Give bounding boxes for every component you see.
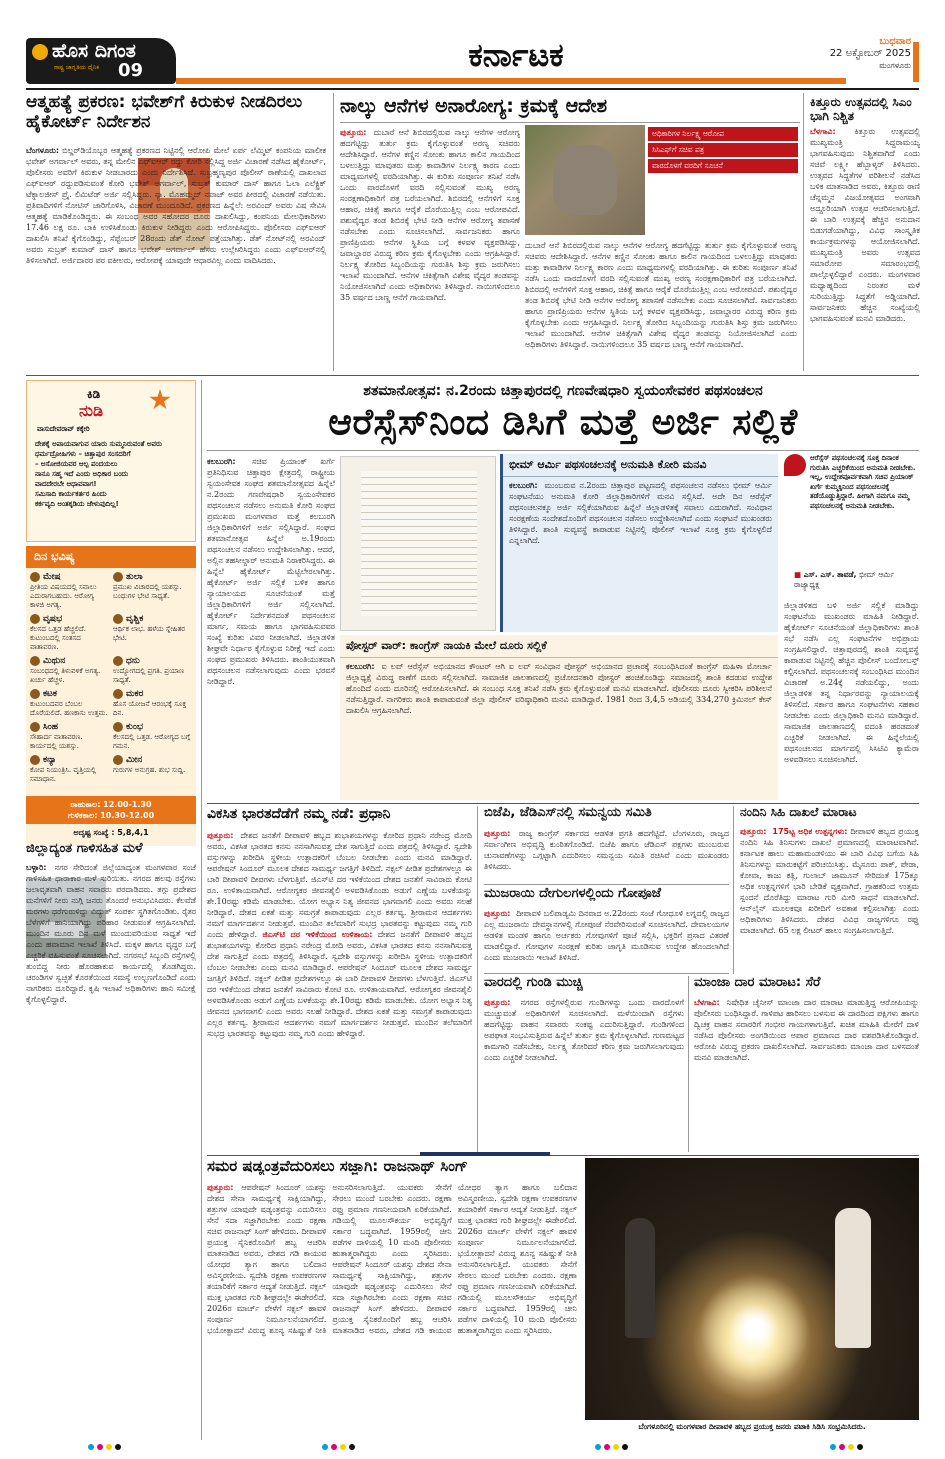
tag-item: ಸಿಸಿಎಫ್‌ಗೆ ಸಚಿವ ಪತ್ರ [648, 143, 798, 157]
bjp-headline[interactable]: ಬಿಜೆಪಿ, ಜೆಡಿಎಸ್‌ನಲ್ಲಿ ಸಮನ್ವಯ ಸಮಿತಿ [484, 805, 652, 820]
logo-tagline: ರಾಷ್ಟ್ರ ಜಾಗೃತಿಯ ದೈನಿಕ [54, 64, 100, 71]
kidi-line: ಸಮಿಸಾದಿ ಕಾರ್ಯಕರ್ತರ ಹಿಂದು [35, 490, 107, 498]
lead-cont-text: ಜಿಲ್ಲಾಡಳಿತದ ಬಳಿ ಅರ್ಜಿ ಸಲ್ಲಿಕೆ ಮಾಡಿದ್ದು ಸಂಘಟನೆಯ ಮುಖಂಡರು ಮಾಹಿತಿ ನೀಡಿದ್ದಾರೆ. ಹೈಕೋರ್ಟ್ ಸೂಚನೆಯಂತೆ ಜಿಲ್ಲಾಧಿಕಾರಿಗಳು ಶಾಂತಿ ಸಭೆ ನಡೆಸಿ ಎಲ್ಲ ಸಂಘಟನೆಗಳ ಅಭಿಪ್ರಾಯ ಸಂಗ್ರಹಿಸಲಿದ್ದಾರೆ. ಚಿತ್ತಾಪುರದಲ್ಲಿ ಶಾಂತಿ ಸುವ್ಯವಸ್ಥೆ ಕಾಪಾಡುವ ನಿಟ್ಟಿನಲ್ಲಿ ಹೆಚ್ಚಿನ ಪೊಲೀಸ್ ಬಂದೋಬಸ್ತ್ ಕಲ್ಪಿಸಲಾಗಿದೆ. ಪಥಸಂಚಲನಕ್ಕೆ ಸಂಬಂಧಿಸಿದ ಮುಂದಿನ ವಿಚಾರಣೆ ಅ.24ಕ್ಕೆ ನಡೆಯಲಿದ್ದು, ಅಂದು ಜಿಲ್ಲಾಡಳಿತ ತನ್ನ ನಿರ್ಧಾರವನ್ನು ನ್ಯಾಯಾಲಯಕ್ಕೆ ತಿಳಿಸಲಿದೆ. ಸರ್ಕಾರ ಹಾಗೂ ಸಂಘಟನೆಗಳು ಸಹಕಾರ ನೀಡಬೇಕು ಎಂದು ಜಿಲ್ಲಾಧಿಕಾರಿ ಮನವಿ ಮಾಡಿದ್ದಾರೆ. ಸಾಮಾಜಿಕ ಜಾಲತಾಣದಲ್ಲಿ ವದಂತಿ ಹರಡದಂತೆ ಎಚ್ಚರಿಕೆ ನೀಡಲಾಗಿದೆ. ಈ ಹಿನ್ನೆಲೆಯಲ್ಲಿ ಪಥಸಂಚಲನದ ಮಾರ್ಗದಲ್ಲಿ ಸಿಸಿಟಿವಿ ಕ್ಯಾಮೆರಾ ಅಳವಡಿಸಲು ಸೂಚಿಸಲಾಗಿದೆ. [784, 601, 919, 764]
sign-mesha: ಮೇಷ ಪ್ರೀತಿಯ ವಿಷಯದಲ್ಲಿ ಸವಾಲು ಎದುರಾಗಬಹುದು. ಆರೋಗ್ಯ ಕಾಳಜಿ ಅಗತ್ಯ. [30, 571, 97, 609]
nandini-subhead: 175ಟ್ಟ ಅಧಿಕ ಉತ್ಪನ್ನಗಳು: [772, 827, 848, 836]
sign-makara: ಮಕರ ಹೊಸ ಯೋಜನೆ ಆರಂಭಕ್ಕೆ ಸೂಕ್ತ ದಿನ. [113, 688, 187, 717]
manja-body [694, 997, 919, 1152]
temple-body [484, 908, 729, 970]
quote-box [784, 454, 919, 594]
rain-dateline: ಬಳ್ಳಾರಿ: [26, 863, 47, 872]
sign-meena: ಮೀನ ಗುರುಗಳ ಅನುಗ್ರಹ. ಶುಭ ಸುದ್ದಿ. [113, 754, 186, 774]
spark-icon [149, 389, 171, 411]
kidi-author: ವಾಸುದೇವರಾವ್ ಕಕ್ಕೇರಿ [37, 425, 90, 433]
manja-headline[interactable]: ಮಾಂಜಾ ದಾರ ಮಾರಾಟ: ಸೆರೆ [694, 975, 821, 990]
sign-vrishabha: ವೃಷಭ ಕೆಲಸದ ಒತ್ತಡ ಹೆಚ್ಚಲಿದೆ. ಕುಟುಂಬದಲ್ಲಿ ಸಂತಸದ ವಾತಾವರಣ. [30, 613, 86, 651]
poster-body [340, 658, 778, 798]
diwali-photo [585, 1158, 919, 1420]
cancer-icon [30, 689, 40, 699]
kidi-line: – ಅಸೋಜಿಯವರ ಆಲ್ಪ ಪಂದಯಲು [35, 460, 118, 468]
sign-kumbha: ಕುಂಭ ಕೆಲಸದಲ್ಲಿ ಒತ್ತಡ. ಆರೋಗ್ಯದ ಬಗ್ಗೆ ಗಮನ. [113, 721, 191, 750]
photo-caption: ಬೆಂಗಳೂರಿನಲ್ಲಿ ಮಂಗಳವಾರ ದೀಪಾವಳಿ ಹಬ್ಬದ ಪ್ರಯುಕ್ತ ಜನರು ಪಟಾಕಿ ಸಿಡಿಸಿ ಸಂಭ್ರಮಿಸಿದರು. [638, 1422, 866, 1431]
quote-text: ಆರೆಸ್ಸೆಸ್ ಪಥಸಂಚಲನಕ್ಕೆ ಸೂಕ್ತ ದಿನಾಂಕ ಗುರುತಿಸಿ ಎಚ್ಚರಿಕೆಯಿಂದ ಅನುಮತಿ ನೀಡಬೇಕು. ಇಲ್ಲ, ಉದ್ದೇಶಪೂರ್ವಕವಾಗಿ ಸಚಿವ ಪ್ರಿಯಾಂಕ್ ಖರ್ಗೆ ಕುಮ್ಮಕ್ಕಿನಿಂದ ಪಥಸಂಚಲನಕ್ಕೆ ತಡೆಯೊಡ್ಡುತ್ತಿದ್ದಾರೆ. ಹೀಗಾಗಿ ನಮಗೂ ನಮ್ಮ ಪಥಸಂಚಲನಕ್ಕೆ ಅನುಮತಿ ನೀಡಬೇಕು. [810, 454, 916, 510]
print-marks [88, 1444, 121, 1450]
manja-dateline: ಬೆಳಗಾವಿ: [694, 998, 720, 1007]
taurus-icon [30, 614, 40, 624]
story3-dateline: ಬೆಳಗಾವಿ: [810, 127, 836, 136]
poster-headline[interactable]: ಪೋಸ್ಟರ್ ವಾರ್: ಕಾಂಗ್ರೆಸ್ ನಾಯಕಿ ಮೇಲೆ ದೂರು ಸಲ್ಲಿಕೆ [340, 635, 778, 658]
poster-box [340, 635, 778, 800]
story1-body [26, 145, 326, 323]
elephant-photo [525, 125, 645, 235]
modi-text: ದೇಶದ ಜನತೆಗೆ ದೀಪಾವಳಿ ಹಬ್ಬದ ಶುಭಾಶಯಗಳನ್ನು ಕೋರಿದ ಪ್ರಧಾನಿ ನರೇಂದ್ರ ಮೋದಿ ಅವರು, ವಿಕಸಿತ ಭಾರತದ ಕನಸು ನನಸಾಗಿಸುವತ್ತ ದೇಶ ಸಾಗುತ್ತಿದೆ ಎಂದು ಪತ್ರದಲ್ಲಿ ತಿಳಿಸಿದ್ದಾರೆ. ಸ್ವದೇಶಿ ವಸ್ತುಗಳನ್ನು ಖರೀದಿಸಿ ಸ್ಥಳೀಯ ಉತ್ಪಾದಕರಿಗೆ ಬೆಂಬಲ ನೀಡಬೇಕು ಎಂದು ಮನವಿ ಮಾಡಿದ್ದಾರೆ. ಆಪರೇಷನ್ ಸಿಂದೂರ್ ಮೂಲಕ ದೇಶದ ಸಾಮರ್ಥ್ಯ ಜಗತ್ತಿಗೆ ತಿಳಿದಿದೆ. ನಕ್ಸಲ್ ಪೀಡಿತ ಪ್ರದೇಶಗಳಲ್ಲೂ ಈ ಬಾರಿ ದೀಪಾವಳಿ ದೀಪಗಳು ಬೆಳಗುತ್ತಿವೆ. ಜಿಎಸ್‌ಟಿ ದರ ಇಳಿಕೆಯಿಂದ ದೇಶದ ಜನತೆಗೆ ಸಾವಿರಾರು ಕೋಟಿ ರೂ. ಉಳಿತಾಯವಾಗಿದೆ. ಆರೋಗ್ಯಕರ ಜೀವನಶೈಲಿ ಅಳವಡಿಸಿಕೊಂಡು ಅಡುಗೆ ಎಣ್ಣೆಯ ಬಳಕೆಯನ್ನು ಶೇ.10ರಷ್ಟು ಕಡಿಮೆ ಮಾಡಬೇಕು. ಯೋಗ ಅಭ್ಯಾಸ ನಿತ್ಯ ಜೀವನದ ಭಾಗವಾಗಲಿ ಎಂದು ಅವರು ಸಲಹೆ ನೀಡಿದ್ದಾರೆ. ದೇಶದ ಏಕತೆ ಮತ್ತು ಸಮಗ್ರತೆ ಕಾಪಾಡುವುದು ಎಲ್ಲರ ಕರ್ತವ್ಯ. ಶ್ರೀರಾಮನ ಆದರ್ಶಗಳು ನಮಗೆ ಮಾರ್ಗದರ್ಶನ ನೀಡುತ್ತವೆ. ಮುಂದಿನ ತಲೆಮಾರಿಗೆ ಸುಭದ್ರ ಭಾರತವನ್ನು ಕಟ್ಟುವುದು ನಮ್ಮ ಗುರಿ ಎಂದು ಹೇಳಿದ್ದಾರೆ. [207, 930, 472, 1038]
rain-text: ನಗರ ಸೇರಿದಂತೆ ಜಿಲ್ಲೆಯಾದ್ಯಂತ ಮಂಗಳವಾರ ಸಂಜೆ ಗಾಳಿಸಹಿತ ಧಾರಾಕಾರ ಮಳೆ ಸುರಿಯಿತು. ನಗರದ ಹಲವು ರಸ್ತೆಗಳು ಜಲಾವೃತವಾಗಿ ವಾಹನ ಸವಾರರು ಪರದಾಡಿದರು. ತಗ್ಗು ಪ್ರದೇಶದ ಮನೆಗಳಿಗೆ ನೀರು ನುಗ್ಗಿ ಜನರು ತೊಂದರೆ ಅನುಭವಿಸಿದರು. ಕೆಲವೆಡೆ ಮರಗಳು ಧರೆಗುರುಳಿದ್ದು ವಿದ್ಯುತ್ ಸಂಪರ್ಕ ಸ್ಥಗಿತಗೊಂಡಿತು. ರೈತರ ಬೆಳೆಗಳಿಗೆ ಹಾನಿಯಾಗಿದ್ದು ಪರಿಹಾರ ನೀಡುವಂತೆ ಆಗ್ರಹಿಸಲಾಗಿದೆ. ಮುಂದಿನ ಮೂರು ದಿನ ಮಳೆ ಮುಂದುವರಿಯುವ ಸಾಧ್ಯತೆ ಇದೆ ಎಂದು ಹವಾಮಾನ ಇಲಾಖೆ ತಿಳಿಸಿದೆ. ಮಕ್ಕಳ ಹಾಗೂ ವೃದ್ಧರ ಬಗ್ಗೆ ಎಚ್ಚರಿಕೆ ವಹಿಸುವಂತೆ ಸೂಚಿಸಲಾಗಿದೆ. ನಗರಸಭೆ ಸಿಬ್ಬಂದಿ ರಸ್ತೆಗಳಲ್ಲಿ ತುಂಬಿದ್ದ ನೀರು ಹೊರಹಾಕುವ ಕಾರ್ಯದಲ್ಲಿ ತೊಡಗಿದ್ದರು. ಚರಂಡಿಗಳ ಸ್ವಚ್ಛತೆ ಕೊರತೆಯಿಂದ ಸಮಸ್ಯೆ ಉಲ್ಬಣಗೊಂಡಿದೆ ಎಂದು ನಾಗರಿಕರು ದೂರಿದ್ದಾರೆ. ಕೃಷಿ ಇಲಾಖೆ ಅಧಿಕಾರಿಗಳು ಹಾನಿ ಸಮೀಕ್ಷೆ ಕೈಗೊಳ್ಳಲಿದ್ದಾರೆ. [26, 863, 196, 1004]
sign-dhanu: ಧನು ಉದ್ಯೋಗದಲ್ಲಿ ಪ್ರಗತಿ. ಪ್ರಯಾಣ ಸಾಧ್ಯತೆ. [113, 655, 185, 684]
bhim-headline[interactable]: ಭೀಮ್ ಆರ್ಮಿ ಪಥಸಂಚಲನಕ್ಕೆ ಅನುಮತಿ ಕೋರಿ ಮನವಿ [503, 454, 778, 477]
nandini-body [740, 826, 919, 972]
modi-subhead: ಜಿಎಸ್‌ಟಿ ದರ ಇಳಿಕೆಯಿಂದ ಉಳಿತಾಯ: [262, 930, 373, 939]
quote-author: ■ ಎಸ್. ಎಸ್. ತಾವಡೆ, ಭೀಮ್ ಆರ್ಮಿ ರಾಜ್ಯಾಧ್ಯಕ್ಷ [794, 570, 895, 589]
rain-headline[interactable]: ಜಿಲ್ಲಾದ್ಯಂತ ಗಾಳಿಸಹಿತ ಮಳೆ [26, 841, 143, 856]
manja-text: ನಿಷೇಧಿತ ಚೈನೀಸ್ ಮಾಂಜಾ ದಾರ ಮಾರಾಟ ಮಾಡುತ್ತಿದ್ದ ಆರೋಪಿಯನ್ನು ಪೊಲೀಸರು ಬಂಧಿಸಿದ್ದಾರೆ. ಗಾಳಿಪಟ ಹಾರಿಸಲು ಬಳಸುವ ಈ ದಾರದಿಂದ ಪಕ್ಷಿಗಳು ಹಾಗೂ ದ್ವಿಚಕ್ರ ವಾಹನ ಸವಾರರಿಗೆ ಗಂಭೀರ ಗಾಯಗಳಾಗುತ್ತಿವೆ. ಖಚಿತ ಮಾಹಿತಿ ಮೇರೆಗೆ ದಾಳಿ ನಡೆಸಿದ ಪೊಲೀಸರು ಅಂಗಡಿಯಿಂದ ಅಪಾರ ಪ್ರಮಾಣದ ದಾರ ವಶಪಡಿಸಿಕೊಂಡಿದ್ದಾರೆ. ಆರೋಪಿ ವಿರುದ್ಧ ಪ್ರಕರಣ ದಾಖಲಿಸಲಾಗಿದೆ. ಸಾರ್ವಜನಿಕರು ಮಾಂಜಾ ದಾರ ಬಳಸದಂತೆ ಮನವಿ ಮಾಡಲಾಗಿದೆ. [694, 998, 919, 1062]
sign-kanya: ಕನ್ಯಾ ಕೋಪ ನಿಯಂತ್ರಿಸಿ. ವೃತ್ತಿಯಲ್ಲಿ ಸಮಾಧಾನ. [30, 754, 97, 783]
story1-dateline: ಬೆಂಗಳೂರು: [26, 146, 60, 155]
horoscope-title: ದಿನ ಭವಿಷ್ಯ [26, 546, 196, 568]
story2-body-col1 [340, 127, 520, 372]
story2-body-col2 [525, 240, 797, 372]
city-label: ಮಂಗಳೂರು [879, 61, 911, 70]
lead-text: ಸಚಿವ ಪ್ರಿಯಾಂಕ್ ಖರ್ಗೆ ಪ್ರತಿನಿಧಿಸುವ ಚಿತ್ತಾಪುರ ಕ್ಷೇತ್ರದಲ್ಲಿ ರಾಷ್ಟ್ರೀಯ ಸ್ವಯಂಸೇವಕ ಸಂಘದ ಶತಮಾನೋತ್ಸವದ ಹಿನ್ನೆಲೆ ನ.2ರಂದು ಗಣವೇಷಧಾರಿ ಸ್ವಯಂಸೇವಕರ ಪಥಸಂಚಲನ ನಡೆಸಲು ಅನುಮತಿ ಕೋರಿ ಸಂಘದ ಪ್ರಮುಖರು ಮಂಗಳವಾರ ಮತ್ತೆ ಕಲಬುರಗಿ ಜಿಲ್ಲಾಧಿಕಾರಿಗಳಿಗೆ ಅರ್ಜಿ ಸಲ್ಲಿಸಿದ್ದಾರೆ. ಸಂಘದ ಶತಮಾನೋತ್ಸವ ಹಿನ್ನೆಲೆ ಅ.19ರಂದು ಪಥಸಂಚಲನ ನಡೆಸಲು ಉದ್ದೇಶಿಸಲಾಗಿತ್ತು. ಆದರೆ, ಅಲ್ಲಿನ ತಹಸೀಲ್ದಾರ್ ಅನುಮತಿ ನಿರಾಕರಿಸಿದ್ದರು. ಈ ಹಿನ್ನೆಲೆ ಹೈಕೋರ್ಟ್ ಮೆಟ್ಟಿಲೇರಲಾಗಿತ್ತು. ಹೈಕೋರ್ಟ್ ಅರ್ಜಿ ಸಲ್ಲಿಕೆ ಬಳಿಕ ಹಾಗೂ ನ್ಯಾಯಾಲಯದ ಸೂಚನೆಯಂತೆ ಮತ್ತೆ ಜಿಲ್ಲಾಧಿಕಾರಿಗಳಿಗೆ ಅರ್ಜಿ ಸಲ್ಲಿಸಲಾಗಿದೆ. ಹೈಕೋರ್ಟ್ ನಿರ್ದೇಶನದಂತೆ ಪಥಸಂಚಲನ ಮಾರ್ಗ, ಸಮಯ ಹಾಗೂ ಭಾಗವಹಿಸುವವರ ಸಂಖ್ಯೆ ಕುರಿತು ವಿವರ ನೀಡಲಾಗಿದೆ. ಜಿಲ್ಲಾಡಳಿತ ಶೀಘ್ರವೇ ನಿರ್ಧಾರ ಕೈಗೊಳ್ಳುವ ನಿರೀಕ್ಷೆ ಇದೆ ಎಂದು ಸಂಘದ ಪ್ರಮುಖರು ತಿಳಿಸಿದರು. ಶಾಂತಿಯುತವಾಗಿ ಪಥಸಂಚಲನ ನಡೆಸಲಾಗುವುದು ಎಂದು ಭರವಸೆ ನೀಡಿದ್ದಾರೆ. [207, 457, 335, 686]
tag-item: ವಾರದೊಳಗೆ ವರದಿಗೆ ಸೂಚನೆ [648, 159, 798, 173]
gundi-dateline: ಪುತ್ತೂರು: [484, 998, 511, 1007]
rajnath-dateline: ಪುತ್ತೂರು: [207, 1183, 234, 1192]
navy-bar [420, 1152, 550, 1156]
gundi-text: ನಗರದ ರಸ್ತೆಗಳಲ್ಲಿರುವ ಗುಂಡಿಗಳನ್ನು ಒಂದು ವಾರದೊಳಗೆ ಮುಚ್ಚುವಂತೆ ಅಧಿಕಾರಿಗಳಿಗೆ ಸೂಚಿಸಲಾಗಿದೆ. ಮಳೆಯಿಂದಾಗಿ ರಸ್ತೆಗಳು ಹದಗೆಟ್ಟಿದ್ದು ವಾಹನ ಸವಾರರು ಸಂಕಷ್ಟ ಎದುರಿಸುತ್ತಿದ್ದಾರೆ. ಗುಂಡಿಗಳಿಂದ ಅಪಘಾತ ಸಂಭವಿಸುತ್ತಿರುವ ಹಿನ್ನೆಲೆ ತುರ್ತು ಕ್ರಮ ಕೈಗೊಳ್ಳಲಾಗಿದೆ. ಗುಣಮಟ್ಟದ ಕಾಮಗಾರಿ ನಡೆಸಬೇಕು, ನಿರ್ಲಕ್ಷ್ಯ ತೋರಿದರೆ ಕಠಿಣ ಕ್ರಮ ಜರುಗಿಸಲಾಗುವುದು ಎಂದು ಎಚ್ಚರಿಕೆ ನೀಡಲಾಗಿದೆ. [484, 998, 684, 1062]
sign-simha: ಸಿಂಹ ಸೌಹಾರ್ದ ವಾತಾವರಣ. ಕಾರ್ಯದಲ್ಲಿ ಯಶಸ್ಸು. [30, 721, 83, 750]
rajnath-text: ಆಪರೇಷನ್ ಸಿಂದೂರ್ ಯಶಸ್ಸು ದೇಶದ ಸೇನಾ ಸಾಮರ್ಥ್ಯಕ್ಕೆ ಸಾಕ್ಷಿಯಾಗಿದ್ದು, ಶತ್ರುಗಳ ಯಾವುದೇ ಷಡ್ಯಂತ್ರವನ್ನು ಎದುರಿಸಲು ಸೇನೆ ಸದಾ ಸಜ್ಜಾಗಿರಬೇಕು ಎಂದು ರಕ್ಷಣಾ ಸಚಿವ ರಾಜನಾಥ್ ಸಿಂಗ್ ಹೇಳಿದರು. ದೀಪಾವಳಿ ಪ್ರಯುಕ್ತ ಸೈನಿಕರೊಂದಿಗೆ ಹಬ್ಬ ಆಚರಿಸಿ ಮಾತನಾಡಿದ ಅವರು, ದೇಶದ ಗಡಿ ಕಾಯುವ ಯೋಧರ ತ್ಯಾಗ ಹಾಗೂ ಬಲಿದಾನ ಅವಿಸ್ಮರಣೀಯ. ಸ್ವದೇಶಿ ರಕ್ಷಣಾ ಉಪಕರಣಗಳ ತಯಾರಿಕೆಗೆ ಸರ್ಕಾರ ಆದ್ಯತೆ ನೀಡುತ್ತಿದೆ. ನಕ್ಸಲ್ ಮುಕ್ತ ಭಾರತದ ಗುರಿ ಶೀಘ್ರದಲ್ಲೇ ಈಡೇರಲಿದೆ. 2026ರ ಮಾರ್ಚ್ ವೇಳೆಗೆ ನಕ್ಸಲ್ ಹಾವಳಿ ಸಂಪೂರ್ಣ ನಿರ್ಮೂಲನೆಯಾಗಲಿದೆ. ಭಯೋತ್ಪಾದನೆ ವಿರುದ್ಧ ಶೂನ್ಯ ಸಹಿಷ್ಣುತೆ ನೀತಿ ಅನುಸರಿಸಲಾಗುತ್ತಿದೆ. ಯುವಕರು ಸೇನೆಗೆ ಸೇರಲು ಮುಂದೆ ಬರಬೇಕು ಎಂದರು. ರಕ್ಷಣಾ ರಫ್ತು ಪ್ರಮಾಣ ಗಣನೀಯವಾಗಿ ಏರಿಕೆಯಾಗಿದೆ. ಗಡಿಯಲ್ಲಿ ಮೂಲಸೌಕರ್ಯ ಅಭಿವೃದ್ಧಿಗೆ ಸರ್ಕಾರ ಬದ್ಧವಾಗಿದೆ. 1959ರಲ್ಲಿ ಚೀನಿ ಪಡೆಗಳ ದಾಳಿಯಲ್ಲಿ 10 ಮಂದಿ ಪೊಲೀಸರು ಹುತಾತ್ಮರಾಗಿದ್ದರು ಎಂದು ಸ್ಮರಿಸಿದರು. [332, 1183, 577, 1335]
story3-body [810, 126, 920, 371]
day-label: ಬುಧವಾರ [879, 36, 911, 47]
story3-text: ಕಿತ್ತೂರು ಉತ್ಸವದಲ್ಲಿ ಮುಖ್ಯಮಂತ್ರಿ ಸಿದ್ದರಾಮಯ್ಯ ಭಾಗವಹಿಸುವುದು ನಿಶ್ಚಿತವಾಗಿದೆ ಎಂದು ಸಚಿವೆ ಲಕ್ಷ್ಮೀ ಹೆಬ್ಬಾಳ್ಕರ್ ತಿಳಿಸಿದರು. ಉತ್ಸವದ ಸಿದ್ಧತೆಗಳ ಪರಿಶೀಲನೆ ನಡೆಸಿದ ಬಳಿಕ ಮಾತನಾಡಿದ ಅವರು, ಕಿತ್ತೂರು ರಾಣಿ ಚೆನ್ನಮ್ಮನ ವಿಜಯೋತ್ಸವದ ಅಂಗವಾಗಿ ಅದ್ದೂರಿಯಾಗಿ ಉತ್ಸವ ಆಚರಿಸಲಾಗುತ್ತಿದೆ. ಈ ಬಾರಿ ಉತ್ಸವಕ್ಕೆ ಹೆಚ್ಚಿನ ಅನುದಾನ ಬಿಡುಗಡೆಯಾಗಿದ್ದು, ವಿವಿಧ ಸಾಂಸ್ಕೃತಿಕ ಕಾರ್ಯಕ್ರಮಗಳನ್ನು ಆಯೋಜಿಸಲಾಗಿದೆ. ಮುಖ್ಯಮಂತ್ರಿ ಅವರು ಉತ್ಸವದ ಸಮಾರೋಪ ಸಮಾರಂಭದಲ್ಲಿ ಪಾಲ್ಗೊಳ್ಳಲಿದ್ದಾರೆ ಎಂದರು. ಮಂಗಳವಾರ ಮಧ್ಯಾಹ್ನದಿಂದ ನಿರಂತರ ಮಳೆ ಸುರಿಯುತ್ತಿದ್ದು ಸಿದ್ಧತೆಗೆ ಅಡ್ಡಿಯಾಗಿದೆ. ಸಾರ್ವಜನಿಕರು ಹೆಚ್ಚಿನ ಸಂಖ್ಯೆಯಲ್ಲಿ ಭಾಗವಹಿಸುವಂತೆ ಮನವಿ ಮಾಡಿದರು. [810, 127, 920, 323]
poster-text: ಐ ಲವ್ ಆರೆಸ್ಸೆಸ್ ಅಭಿಯಾನದ ಕೌಂಟರ್ ಆಗಿ ಐ ಲವ್ ಸಂವಿಧಾನ ಪೋಸ್ಟರ್ ಅಭಿಯಾನದ ಪ್ರಚಾರಕ್ಕೆ ಸಂಬಂಧಿಸಿದಂತೆ ಕಾಂಗ್ರೆಸ್ ಮಹಿಳಾ ಮೋರ್ಚಾ ಜಿಲ್ಲಾಧ್ಯಕ್ಷೆ ವಿರುದ್ಧ ಠಾಣೆಗೆ ದೂರು ಸಲ್ಲಿಸಲಾಗಿದೆ. ಸಾಮಾಜಿಕ ಜಾಲತಾಣದಲ್ಲಿ ಪ್ರಚೋದನಕಾರಿ ಪೋಸ್ಟರ್ ಹಂಚಿಕೊಂಡಿದ್ದು ಸಮಾಜದಲ್ಲಿ ಶಾಂತಿ ಕದಡುವ ಉದ್ದೇಶ ಹೊಂದಿದೆ ಎಂದು ದೂರಿನಲ್ಲಿ ಆರೋಪಿಸಲಾಗಿದೆ. ಈ ಸಂಬಂಧ ಸೂಕ್ತ ತನಿಖೆ ನಡೆಸಿ ಕ್ರಮ ಕೈಗೊಳ್ಳುವಂತೆ ಮನವಿ ಮಾಡಲಾಗಿದೆ. ಪೊಲೀಸರು ದೂರು ಸ್ವೀಕರಿಸಿ ಪರಿಶೀಲನೆ ನಡೆಸುತ್ತಿದ್ದಾರೆ. ನಾಗರಿಕರು ಶಾಂತಿ ಕಾಪಾಡುವಂತೆ ಜಿಲ್ಲಾ ಪೊಲೀಸ್ ವರಿಷ್ಠಾಧಿಕಾರಿ ಮನವಿ ಮಾಡಿದ್ದಾರೆ. 1981 ರಿಂದ 3,4,5 ಅಡಿಯಲ್ಲಿ 334,270 ಕ್ರಿಮಿನಲ್ ಕೇಸ್ ದಾಖಲಿಸಿ ಆಗ್ರಹಿಸಲಾಗಿದೆ. [346, 662, 772, 715]
person-icon [625, 1218, 655, 1338]
kidi-line: ವಾದದೇರಬೇ ಆಧಾವವಾಗ! [35, 480, 97, 488]
orange-stripe [176, 78, 846, 84]
story3-headline[interactable]: ಕಿತ್ತೂರು ಉತ್ಸವದಲ್ಲಿ ಸಿಎಂ ಭಾಗಿ ನಿಶ್ಚಿತ [810, 95, 912, 123]
rajnath-text: ಆಪರೇಷನ್ ಸಿಂದೂರ್ ಯಶಸ್ಸು ದೇಶದ ಸೇನಾ ಸಾಮರ್ಥ್ಯಕ್ಕೆ ಸಾಕ್ಷಿಯಾಗಿದ್ದು, ಶತ್ರುಗಳ ಯಾವುದೇ ಷಡ್ಯಂತ್ರವನ್ನು ಎದುರಿಸಲು ಸೇನೆ ಸದಾ ಸಜ್ಜಾಗಿರಬೇಕು ಎಂದು ರಕ್ಷಣಾ ಸಚಿವ ರಾಜನಾಥ್ ಸಿಂಗ್ ಹೇಳಿದರು. ದೀಪಾವಳಿ ಪ್ರಯುಕ್ತ ಸೈನಿಕರೊಂದಿಗೆ ಹಬ್ಬ ಆಚರಿಸಿ ಮಾತನಾಡಿದ ಅವರು, ದೇಶದ ಗಡಿ ಕಾಯುವ ಯೋಧರ ತ್ಯಾಗ ಹಾಗೂ ಬಲಿದಾನ ಅವಿಸ್ಮರಣೀಯ. ಸ್ವದೇಶಿ ರಕ್ಷಣಾ ಉಪಕರಣಗಳ ತಯಾರಿಕೆಗೆ ಸರ್ಕಾರ ಆದ್ಯತೆ ನೀಡುತ್ತಿದೆ. ನಕ್ಸಲ್ ಮುಕ್ತ ಭಾರತದ ಗುರಿ ಶೀಘ್ರದಲ್ಲೇ ಈಡೇರಲಿದೆ. 2026ರ ಮಾರ್ಚ್ ವೇಳೆಗೆ ನಕ್ಸಲ್ ಹಾವಳಿ ಸಂಪೂರ್ಣ ನಿರ್ಮೂಲನೆಯಾಗಲಿದೆ. ಭಯೋತ್ಪಾದನೆ ವಿರುದ್ಧ ಶೂನ್ಯ ಸಹಿಷ್ಣುತೆ ನೀತಿ ಅನುಸರಿಸಲಾಗುತ್ತಿದೆ. ಯುವಕರು ಸೇನೆಗೆ ಸೇರಲು ಮುಂದೆ ಬರಬೇಕು ಎಂದರು. ರಕ್ಷಣಾ ರಫ್ತು ಪ್ರಮಾಣ ಗಣನೀಯವಾಗಿ ಏರಿಕೆಯಾಗಿದೆ. ಗಡಿಯಲ್ಲಿ ಮೂಲಸೌಕರ್ಯ ಅಭಿವೃದ್ಧಿಗೆ ಸರ್ಕಾರ ಬದ್ಧವಾಗಿದೆ. 1959ರಲ್ಲಿ ಚೀನಿ ಪಡೆಗಳ ದಾಳಿಯಲ್ಲಿ 10 ಮಂದಿ ಪೊಲೀಸರು ಹುತಾತ್ಮರಾಗಿದ್ದರು ಎಂದು ಸ್ಮರಿಸಿದರು. [207, 1183, 452, 1335]
brand-logo[interactable] [26, 38, 176, 84]
kidi-line: ನಾನೂ ಸಹ್ಮ ಇದೆ ಎಂದು ಅಧಿಕಾರ ಬಂದು [35, 470, 129, 478]
lucky-number: ಅದೃಷ್ಟ ಸಂಖ್ಯೆ : 5,8,4,1 [73, 828, 149, 837]
nudi-title: ನುಡಿ [79, 401, 104, 420]
bhim-text: ಮುಂಬರುವ ನ.2ರಂದು ಚಿತ್ತಾಪುರ ಪಟ್ಟಣದಲ್ಲಿ ಪಥಸಂಚಲನ ನಡೆಸಲು ಭೀಮ್ ಆರ್ಮಿ ಸಂಘಟನೆಯು ಅನುಮತಿ ಕೋರಿ ಜಿಲ್ಲಾಧಿಕಾರಿಗಳಿಗೆ ಮನವಿ ಸಲ್ಲಿಸಿದೆ. ಅದೇ ದಿನ ಆರೆಸ್ಸೆಸ್ ಪಥಸಂಚಲನಕ್ಕೂ ಅರ್ಜಿ ಸಲ್ಲಿಕೆಯಾಗಿರುವ ಹಿನ್ನೆಲೆ ಜಿಲ್ಲಾಡಳಿತಕ್ಕೆ ಸವಾಲು ಎದುರಾಗಿದೆ. ಸಂವಿಧಾನ ಸಂರಕ್ಷಣೆಯ ಸಂದೇಶದೊಂದಿಗೆ ಪಥಸಂಚಲನ ನಡೆಸಲು ಉದ್ದೇಶಿಸಲಾಗಿದೆ ಎಂದು ಸಂಘಟನೆ ಮುಖಂಡರು ತಿಳಿಸಿದ್ದಾರೆ. ಶಾಂತಿ ಸುವ್ಯವಸ್ಥೆ ಕಾಪಾಡುವ ನಿಟ್ಟಿನಲ್ಲಿ ಪೊಲೀಸ್ ಇಲಾಖೆ ಸೂಕ್ತ ಕ್ರಮ ಕೈಗೊಳ್ಳಲಿದೆ ಎನ್ನಲಾಗಿದೆ. [509, 481, 772, 545]
gundi-body [484, 997, 684, 1152]
rahukala-box [26, 796, 196, 824]
tag-item: ಅಧಿಕಾರಿಗಳ ನಿರ್ಲಕ್ಷ್ಯ ಆರೋಪ [648, 127, 798, 141]
nandini-text: ದೀಪಾವಳಿ ಹಬ್ಬದ ಪ್ರಯುಕ್ತ ನಂದಿನಿ ಸಿಹಿ ತಿನಿಸುಗಳು ದಾಖಲೆ ಪ್ರಮಾಣದಲ್ಲಿ ಮಾರಾಟವಾಗಿವೆ. ಕರ್ನಾಟಕ ಹಾಲು ಮಹಾಮಂಡಳಿಯು ಈ ಬಾರಿ ವಿವಿಧ ಬಗೆಯ ಸಿಹಿ ತಿನಿಸುಗಳನ್ನು ಮಾರುಕಟ್ಟೆಗೆ ಪರಿಚಯಿಸಿತ್ತು. ಮೈಸೂರು ಪಾಕ್, ಪೇಡಾ, ಕೋವಾ, ಕಾಜು ಕತ್ಲಿ, ಗುಲಾಬ್ ಜಾಮೂನ್ ಸೇರಿದಂತೆ 175ಕ್ಕೂ ಅಧಿಕ ಉತ್ಪನ್ನಗಳಿಗೆ ಭಾರಿ ಬೇಡಿಕೆ ವ್ಯಕ್ತವಾಗಿದೆ. ಗ್ರಾಹಕರಿಂದ ಉತ್ತಮ ಸ್ಪಂದನೆ ದೊರೆತಿದ್ದು ಮಾರಾಟ ಗುರಿ ಮೀರಿ ಸಾಧನೆ ಮಾಡಲಾಗಿದೆ. ಆನ್‌ಲೈನ್ ಮೂಲಕವೂ ಖರೀದಿಗೆ ಅವಕಾಶ ಕಲ್ಪಿಸಲಾಗಿತ್ತು ಎಂದು ಅಧಿಕಾರಿಗಳು ತಿಳಿಸಿದರು. ದೇಶದ ವಿವಿಧ ರಾಜ್ಯಗಳಿಗೂ ರಫ್ತು ಮಾಡಲಾಗಿದೆ. 65 ಲಕ್ಷ ಲೀಟರ್ ಹಾಲು ಸಂಗ್ರಹಿಸಲಾಗುತ್ತಿದೆ. [740, 827, 919, 935]
aries-icon [30, 572, 40, 582]
libra-icon [113, 572, 123, 582]
orange-corner [913, 42, 919, 82]
kidi-line: ಧರ್ಮದ್ರೋಹಿಗಳು – ಚಿತ್ತಾಪುರ ಸಂಸದರಿಗೆ [35, 450, 131, 458]
person-icon [835, 1208, 871, 1348]
print-marks [595, 1444, 628, 1450]
story2-text: ದುಬಾರೆ ಆನೆ ಶಿಬಿರದಲ್ಲಿರುವ ನಾಲ್ಕು ಆನೆಗಳ ಆರೋಗ್ಯ ಹದಗೆಟ್ಟಿದ್ದು ತುರ್ತು ಕ್ರಮ ಕೈಗೊಳ್ಳುವಂತೆ ಅರಣ್ಯ ಸಚಿವರು ಆದೇಶಿಸಿದ್ದಾರೆ. ಆನೆಗಳ ಕಣ್ಣಿನ ಸೋಂಕು ಹಾಗೂ ಕಾಲಿನ ಗಾಯದಿಂದ ಬಳಲುತ್ತಿದ್ದು ಮಾವುತರು ಮತ್ತು ಕಾವಾಡಿಗಳ ನಿರ್ಲಕ್ಷ್ಯ ಕಾರಣ ಎಂದು ಮಾಧ್ಯಮಗಳಲ್ಲಿ ವರದಿಯಾಗಿತ್ತು. ಈ ಕುರಿತು ಸಂಪೂರ್ಣ ತನಿಖೆ ನಡೆಸಿ ಒಂದು ವಾರದೊಳಗೆ ವರದಿ ಸಲ್ಲಿಸುವಂತೆ ಮುಖ್ಯ ಅರಣ್ಯ ಸಂರಕ್ಷಣಾಧಿಕಾರಿಗೆ ಪತ್ರ ಬರೆಯಲಾಗಿದೆ. ಶಿಬಿರದಲ್ಲಿ ಆನೆಗಳಿಗೆ ಸೂಕ್ತ ಆಹಾರ, ಚಿಕಿತ್ಸೆ ಹಾಗೂ ಆರೈಕೆ ದೊರೆಯುತ್ತಿಲ್ಲ ಎಂಬ ಆರೋಪವಿದೆ. ಪಶುವೈದ್ಯರ ತಂಡ ಶಿಬಿರಕ್ಕೆ ಭೇಟಿ ನೀಡಿ ಆನೆಗಳ ಆರೋಗ್ಯ ತಪಾಸಣೆ ನಡೆಸಬೇಕು ಎಂದು ಸೂಚಿಸಲಾಗಿದೆ. ಸಾರ್ವಜನಿಕರು ಹಾಗೂ ಪ್ರಾಣಿಪ್ರಿಯರು ಆನೆಗಳ ಸ್ಥಿತಿಯ ಬಗ್ಗೆ ಕಳವಳ ವ್ಯಕ್ತಪಡಿಸಿದ್ದು, ಜವಾಬ್ದಾರರ ವಿರುದ್ಧ ಕಠಿಣ ಕ್ರಮ ಕೈಗೊಳ್ಳಬೇಕು ಎಂದು ಆಗ್ರಹಿಸಿದ್ದಾರೆ. ನಿರ್ಲಕ್ಷ್ಯ ತೋರಿದ ಸಿಬ್ಬಂದಿಯನ್ನು ಗುರುತಿಸಿ ಶಿಸ್ತು ಕ್ರಮ ಜರುಗಿಸಲು ಇಲಾಖೆ ಮುಂದಾಗಿದೆ. ಆನೆಗಳ ಚಿಕಿತ್ಸೆಗಾಗಿ ವಿಶೇಷ ವೈದ್ಯರ ತಂಡವನ್ನು ನಿಯೋಜಿಸಲಾಗಿದೆ ಎಂದು ಅಧಿಕಾರಿಗಳು ತಿಳಿಸಿದ್ದಾರೆ. ನಾಯಿಗಳಿಂದಲೂ 35 ವರ್ಷದ ಬಾಣ್ಣ ಆನೆಗೆ ಗಾಯವಾಗಿದೆ. [525, 241, 797, 349]
nandini-dateline: ಪುತ್ತೂರು: [740, 827, 767, 836]
lead-kicker: ಶತಮಾನೋತ್ಸವ: ನ.2ರಂದು ಚಿತ್ತಾಪುರದಲ್ಲಿ ಗಣವೇಷಧಾರಿ ಸ್ವಯಂಸೇವಕರ ಪಥಸಂಚಲನ [363, 383, 763, 399]
logo-text: ಹೊಸ ದಿಗಂತ [52, 40, 136, 62]
temple-dateline: ಪುತ್ತೂರು: [484, 909, 511, 918]
print-marks [322, 1444, 355, 1450]
elephant-icon [553, 145, 617, 215]
rain-body [26, 862, 196, 1437]
poster-dateline: ಕಲಬುರಗಿ: [346, 662, 375, 671]
kidi-title: ಕಿಡಿ [87, 387, 101, 401]
document-photo [340, 456, 496, 631]
story2-text: ದುಬಾರೆ ಆನೆ ಶಿಬಿರದಲ್ಲಿರುವ ನಾಲ್ಕು ಆನೆಗಳ ಆರೋಗ್ಯ ಹದಗೆಟ್ಟಿದ್ದು ತುರ್ತು ಕ್ರಮ ಕೈಗೊಳ್ಳುವಂತೆ ಅರಣ್ಯ ಸಚಿವರು ಆದೇಶಿಸಿದ್ದಾರೆ. ಆನೆಗಳ ಕಣ್ಣಿನ ಸೋಂಕು ಹಾಗೂ ಕಾಲಿನ ಗಾಯದಿಂದ ಬಳಲುತ್ತಿದ್ದು ಮಾವುತರು ಮತ್ತು ಕಾವಾಡಿಗಳ ನಿರ್ಲಕ್ಷ್ಯ ಕಾರಣ ಎಂದು ಮಾಧ್ಯಮಗಳಲ್ಲಿ ವರದಿಯಾಗಿತ್ತು. ಈ ಕುರಿತು ಸಂಪೂರ್ಣ ತನಿಖೆ ನಡೆಸಿ ಒಂದು ವಾರದೊಳಗೆ ವರದಿ ಸಲ್ಲಿಸುವಂತೆ ಮುಖ್ಯ ಅರಣ್ಯ ಸಂರಕ್ಷಣಾಧಿಕಾರಿಗೆ ಪತ್ರ ಬರೆಯಲಾಗಿದೆ. ಶಿಬಿರದಲ್ಲಿ ಆನೆಗಳಿಗೆ ಸೂಕ್ತ ಆಹಾರ, ಚಿಕಿತ್ಸೆ ಹಾಗೂ ಆರೈಕೆ ದೊರೆಯುತ್ತಿಲ್ಲ ಎಂಬ ಆರೋಪವಿದೆ. ಪಶುವೈದ್ಯರ ತಂಡ ಶಿಬಿರಕ್ಕೆ ಭೇಟಿ ನೀಡಿ ಆನೆಗಳ ಆರೋಗ್ಯ ತಪಾಸಣೆ ನಡೆಸಬೇಕು ಎಂದು ಸೂಚಿಸಲಾಗಿದೆ. ಸಾರ್ವಜನಿಕರು ಹಾಗೂ ಪ್ರಾಣಿಪ್ರಿಯರು ಆನೆಗಳ ಸ್ಥಿತಿಯ ಬಗ್ಗೆ ಕಳವಳ ವ್ಯಕ್ತಪಡಿಸಿದ್ದು, ಜವಾಬ್ದಾರರ ವಿರುದ್ಧ ಕಠಿಣ ಕ್ರಮ ಕೈಗೊಳ್ಳಬೇಕು ಎಂದು ಆಗ್ರಹಿಸಿದ್ದಾರೆ. ನಿರ್ಲಕ್ಷ್ಯ ತೋರಿದ ಸಿಬ್ಬಂದಿಯನ್ನು ಗುರುತಿಸಿ ಶಿಸ್ತು ಕ್ರಮ ಜರುಗಿಸಲು ಇಲಾಖೆ ಮುಂದಾಗಿದೆ. ಆನೆಗಳ ಚಿಕಿತ್ಸೆಗಾಗಿ ವಿಶೇಷ ವೈದ್ಯರ ತಂಡವನ್ನು ನಿಯೋಜಿಸಲಾಗಿದೆ ಎಂದು ಅಧಿಕಾರಿಗಳು ತಿಳಿಸಿದ್ದಾರೆ. ನಾಯಿಗಳಿಂದಲೂ 35 ವರ್ಷದ ಬಾಣ್ಣ ಆನೆಗೆ ಗಾಯವಾಗಿದೆ. [340, 128, 520, 302]
rahukala-text: ರಾಹುಕಾಲ: 12.00-1.30 [70, 800, 152, 809]
nandini-headline[interactable]: ನಂದಿನಿ ಸಿಹಿ ದಾಖಲೆ ಮಾರಾಟ [740, 805, 857, 819]
leo-icon [30, 722, 40, 732]
document-icon [361, 471, 477, 616]
rajnath-body [207, 1182, 577, 1438]
kidi-lines [35, 439, 191, 509]
kidi-nudi-box [26, 380, 196, 542]
sign-tula: ತುಲಾ ಪ್ರಮುಖ ವಿಚಾರದಲ್ಲಿ ಯಶಸ್ಸು. ಬಂಧುಗಳ ಭೇಟಿ ಸಾಧ್ಯತೆ. [113, 571, 182, 600]
bjp-dateline: ಪುತ್ತೂರು: [484, 829, 511, 838]
virgo-icon [30, 755, 40, 765]
lead-headline[interactable]: ಆರೆಸ್ಸೆಸ್‌ನಿಂದ ಡಿಸಿಗೆ ಮತ್ತೆ ಅರ್ಜಿ ಸಲ್ಲಿಕೆ [328, 402, 798, 443]
lead-dateline: ಕಲಬುರಗಿ: [207, 457, 236, 466]
story1-text: ಬಿಲ್ಡರ್‌ಡಿಯೊಬ್ಬರ ಆತ್ಮಹತ್ಯೆ ಪ್ರಕರಣದ ನಿಟ್ಟಿನಲ್ಲಿ ಆರೋಪಿ ಮೇಲೆ ಏರ್ಪ ಲೆಮ್ಮಿಟ್ ಕಂಪನಿಯ ಮಾಲೀಕ ಭವೇಶ್ ಅಗರ್ವಾಲ್ ಅವರು, ತನ್ನ ಮೇಲಿನ ಎಫ್‌ಐಆರ್ ರದ್ದು ಕೋರಿ ಸಲ್ಲಿಸಿದ್ದ ಅರ್ಜಿ ವಿಚಾರಣೆ ನಡೆಸಿದ ಹೈಕೋರ್ಟ್, ಪೊಲೀಸರು ಅವರಿಗೆ ಕಿರುಕುಳ ನೀಡಬಾರದು ಎಂದು ನಿರ್ದೇಶಿಸಿದೆ. ಸುಬ್ರಹ್ಮಣ್ಯಪುರ ಪೊಲೀಸ್ ಠಾಣೆಯಲ್ಲಿ ದಾಖಲಾದ ಎಫ್‌ಐಆರ್ ರದ್ದುಪಡಿಸುವಂತೆ ಕೋರಿ ಭವೇಶ್ ಅಗರ್ವಾಲ್, ಸುಬ್ರತ್ ಕುಮಾರ್ ದಾಸ್ ಹಾಗೂ ಓಲಾ ಎಲೆಕ್ಟ್ರಿಕ್ ಟೆಕ್ನಾಲಜೀಸ್ ಪ್ರೈ. ಲಿಮಿಟೆಡ್ ಅರ್ಜಿ ಸಲ್ಲಿಸಿದ್ದರು. ನ್ಯಾ. ಮೊಹಮ್ಮದ್ ನವಾಜ್ ಅವರ ಪೀಠದಲ್ಲಿ ವಿಚಾರಣೆ ನಡೆಯಿತು. ಪ್ರತಿವಾದಿಗಳಿಗೆ ನೋಟಿಸ್ ಜಾರಿಗೊಳಿಸಿ, ವಿಚಾರಣೆ ಮುಂದೂಡಿದೆ. ಪ್ರಕರಣದ ಹಿನ್ನೆಲೆ: ಅರವಿಂದ್ ಅವರು ವಿಷ ಸೇವಿಸಿ ಆತ್ಮಹತ್ಯೆ ಮಾಡಿಕೊಂಡಿದ್ದರು. ಈ ಸಂಬಂಧ ಅವರ ಸಹೋದರ ದೂರು ದಾಖಲಿಸಿದ್ದು, ಕಂಪನಿಯ ಮೇಲಧಿಕಾರಿಗಳು 17.46 ಲಕ್ಷ ರೂ. ಬಾಕಿ ಉಳಿಸಿಕೊಂಡು ಕಿರುಕುಳ ನೀಡಿದ್ದರು ಎಂದು ಆರೋಪಿಸಿದ್ದರು. ಪೊಲೀಸರು ಎಫ್‌ಐಆರ್ ದಾಖಲಿಸಿ ತನಿಖೆ ಕೈಗೊಂಡಿದ್ದು, ಸೆಪ್ಟೆಂಬರ್ 28ರಂದು ಡೆತ್ ನೋಟ್ ಪತ್ತೆಯಾಗಿತ್ತು. ಡೆತ್ ನೋಟ್‌ನಲ್ಲಿ ಅರವಿಂದ್ ಅವರು ಸುಬ್ರತ್ ಕುಮಾರ್ ದಾಸ್ ಹಾಗೂ ಭವೇಶ್ ಅಗರ್ವಾಲ್ ಹೆಸರು ಉಲ್ಲೇಖಿಸಿದ್ದರು ಎಂದು ಎಫ್‌ಐಆರ್‌ನಲ್ಲಿ ತಿಳಿಸಲಾಗಿದೆ. ಅರ್ಜಿದಾರರ ಪರ ವಕೀಲರು, ಆರೋಪಕ್ಕೆ ಯಾವುದೇ ಆಧಾರವಿಲ್ಲ ಎಂದು ವಾದಿಸಿದರು. [26, 146, 326, 265]
kidi-line: ಕರ್ಕವ್ಯದಿ ಅಂತಕ್ಕಡಿಯ ಜೇಳುವುದಿಲ್ಲ! [35, 500, 119, 508]
bhim-dateline: ಕಲಬುರಗಿ: [509, 481, 538, 490]
pisces-icon [113, 755, 123, 765]
sagittarius-icon [113, 656, 123, 666]
aquarius-icon [113, 722, 123, 732]
lead-body [207, 456, 335, 801]
modi-text: ದೇಶದ ಜನತೆಗೆ ದೀಪಾವಳಿ ಹಬ್ಬದ ಶುಭಾಶಯಗಳನ್ನು ಕೋರಿದ ಪ್ರಧಾನಿ ನರೇಂದ್ರ ಮೋದಿ ಅವರು, ವಿಕಸಿತ ಭಾರತದ ಕನಸು ನನಸಾಗಿಸುವತ್ತ ದೇಶ ಸಾಗುತ್ತಿದೆ ಎಂದು ಪತ್ರದಲ್ಲಿ ತಿಳಿಸಿದ್ದಾರೆ. ಸ್ವದೇಶಿ ವಸ್ತುಗಳನ್ನು ಖರೀದಿಸಿ ಸ್ಥಳೀಯ ಉತ್ಪಾದಕರಿಗೆ ಬೆಂಬಲ ನೀಡಬೇಕು ಎಂದು ಮನವಿ ಮಾಡಿದ್ದಾರೆ. ಆಪರೇಷನ್ ಸಿಂದೂರ್ ಮೂಲಕ ದೇಶದ ಸಾಮರ್ಥ್ಯ ಜಗತ್ತಿಗೆ ತಿಳಿದಿದೆ. ನಕ್ಸಲ್ ಪೀಡಿತ ಪ್ರದೇಶಗಳಲ್ಲೂ ಈ ಬಾರಿ ದೀಪಾವಳಿ ದೀಪಗಳು ಬೆಳಗುತ್ತಿವೆ. ಜಿಎಸ್‌ಟಿ ದರ ಇಳಿಕೆಯಿಂದ ದೇಶದ ಜನತೆಗೆ ಸಾವಿರಾರು ಕೋಟಿ ರೂ. ಉಳಿತಾಯವಾಗಿದೆ. ಆರೋಗ್ಯಕರ ಜೀವನಶೈಲಿ ಅಳವಡಿಸಿಕೊಂಡು ಅಡುಗೆ ಎಣ್ಣೆಯ ಬಳಕೆಯನ್ನು ಶೇ.10ರಷ್ಟು ಕಡಿಮೆ ಮಾಡಬೇಕು. ಯೋಗ ಅಭ್ಯಾಸ ನಿತ್ಯ ಜೀವನದ ಭಾಗವಾಗಲಿ ಎಂದು ಅವರು ಸಲಹೆ ನೀಡಿದ್ದಾರೆ. ದೇಶದ ಏಕತೆ ಮತ್ತು ಸಮಗ್ರತೆ ಕಾಪಾಡುವುದು ಎಲ್ಲರ ಕರ್ತವ್ಯ. ಶ್ರೀರಾಮನ ಆದರ್ಶಗಳು ನಮಗೆ ಮಾರ್ಗದರ್ಶನ ನೀಡುತ್ತವೆ. ಮುಂದಿನ ತಲೆಮಾರಿಗೆ ಸುಭದ್ರ ಭಾರತವನ್ನು ಕಟ್ಟುವುದು ನಮ್ಮ ಗುರಿ ಎಂದು ಹೇಳಿದ್ದಾರೆ. [207, 831, 472, 939]
gulika-text: ಗುಳಿಕಕಾಲ: 10.30-12.00 [67, 811, 155, 820]
capricorn-icon [113, 689, 123, 699]
lotus-icon [32, 44, 48, 60]
modi-body [207, 830, 472, 1152]
firework-spark-icon [695, 1268, 815, 1388]
bjp-body [484, 828, 729, 881]
gemini-icon [30, 656, 40, 666]
sign-vrishchika: ವೃಶ್ಚಿಕ ಆರ್ಥಿಕ ಲಾಭ. ಹಳೆಯ ಸ್ನೇಹಿತರ ಭೇಟಿ. [113, 613, 185, 642]
bhim-box [500, 454, 778, 632]
lead-body-continued [784, 600, 919, 798]
date-label: 22 ಅಕ್ಟೋಬರ್ 2025 [829, 48, 911, 59]
story2-headline[interactable]: ನಾಲ್ಕು ಆನೆಗಳ ಅನಾರೋಗ್ಯ: ಕ್ರಮಕ್ಕೆ ಆದೇಶ [340, 95, 608, 117]
rajnath-headline[interactable]: ಸಮರ ಷಡ್ಯಂತ್ರವೆದುರಿಸಲು ಸಜ್ಜಾಗಿ: ರಾಜನಾಥ್ ಸಿಂಗ್ [207, 1158, 468, 1175]
temple-headline[interactable]: ಮುಜರಾಯಿ ದೇಗುಲಗಳಲ್ಲಿಂದು ಗೋಪೂಜೆ [484, 886, 662, 901]
page-number: 09 [118, 60, 144, 81]
bhim-body [503, 477, 778, 627]
gundi-headline[interactable]: ವಾರದಲ್ಲಿ ಗುಂಡಿ ಮುಚ್ಚಿ [484, 975, 583, 990]
scorpio-icon [113, 614, 123, 624]
print-marks [830, 1444, 863, 1450]
sign-kataka: ಕಟಕ ಕುಟುಂಬದವರ ಬೆಂಬಲ ದೊರೆಯಲಿದೆ. ಹಣಕಾಸು ಉತ್ತಮ. [30, 688, 108, 717]
masthead [26, 34, 919, 90]
sign-mithuna: ಮಿಥುನ ಸಂಬಂಧದಲ್ಲಿ ತಿಳುವಳಿಕೆ ಅಗತ್ಯ. ಖರ್ಚು ಹೆಚ್ಚಳ. [30, 655, 101, 684]
quote-mark-icon [784, 454, 806, 476]
bjp-text: ರಾಜ್ಯ ಕಾಂಗ್ರೆಸ್ ಸರ್ಕಾರದ ಆಡಳಿತ ಪ್ರಗತಿ ಹದಗೆಟ್ಟಿದೆ. ಬೆಂಗಳೂರು, ರಾಜ್ಯದ ಸರ್ವಾಂಗೀಣ ಅಭಿವೃದ್ಧಿ ಕುಂಠಿತಗೊಂಡಿದೆ. ಬಿಜೆಪಿ ಹಾಗೂ ಜೆಡಿಎಸ್ ಪಕ್ಷಗಳು ಮುಂಬರುವ ಚುನಾವಣೆಗಳನ್ನು ಒಗ್ಗಟ್ಟಾಗಿ ಎದುರಿಸಲು ಸಮನ್ವಯ ಸಮಿತಿ ರಚಿಸಿವೆ ಎಂದು ಮುಖಂಡರು ತಿಳಿಸಿದರು. [484, 829, 729, 871]
modi-dateline: ಪುತ್ತೂರು: [207, 831, 234, 840]
modi-headline[interactable]: ವಿಕಸಿತ ಭಾರತದೆಡೆಗೆ ನಮ್ಮ ನಡೆ: ಪ್ರಧಾನಿ [207, 806, 391, 822]
section-title: ಕರ್ನಾಟಕ [468, 36, 564, 74]
temple-text: ದೀಪಾವಳಿ ಬಲಿಪಾಡ್ಯಮಿ ದಿನವಾದ ಅ.22ರಂದು ಸಂಜೆ ಗೋಧೂಳಿ ಲಗ್ನದಲ್ಲಿ ರಾಜ್ಯದ ಎಲ್ಲ ಮುಜರಾಯಿ ದೇವಸ್ಥಾನಗಳಲ್ಲಿ ಗೋಪೂಜೆ ನೆರವೇರಿಸುವಂತೆ ಸೂಚಿಸಲಾಗಿದೆ. ದೇವಾಲಯಗಳ ಆಡಳಿತ ಮಂಡಳಿ ಹಾಗೂ ಅರ್ಚಕರು ಗೋವುಗಳಿಗೆ ಪೂಜೆ ಸಲ್ಲಿಸಿ, ಭಕ್ತರಿಗೆ ಪ್ರಸಾದ ವಿತರಣೆ ಮಾಡಲಿದ್ದಾರೆ. ಗೋವುಗಳ ಸಂರಕ್ಷಣೆ ಕುರಿತು ಜಾಗೃತಿ ಮೂಡಿಸುವ ಉದ್ದೇಶ ಹೊಂದಲಾಗಿದೆ ಎಂದು ಮುಜರಾಯಿ ಇಲಾಖೆ ತಿಳಿಸಿದೆ. [484, 909, 729, 962]
story1-headline[interactable]: ಆತ್ಮಹತ್ಯೆ ಪ್ರಕರಣ: ಭವೇಶ್‌ಗೆ ಕಿರುಕುಳ ನೀಡದಿರಲು ಹೈಕೋರ್ಟ್ ನಿರ್ದೇಶನ [26, 92, 303, 132]
story2-tags [648, 127, 798, 173]
story2-dateline: ಪುತ್ತೂರು: [340, 128, 367, 137]
kidi-line: ದೇಶಕ್ಕೆ ಅಪಾಯವಾಗುವ ಯಾರು ಸುಮ್ಮನಿರುವಂತೆ ಅವರು [35, 440, 162, 448]
